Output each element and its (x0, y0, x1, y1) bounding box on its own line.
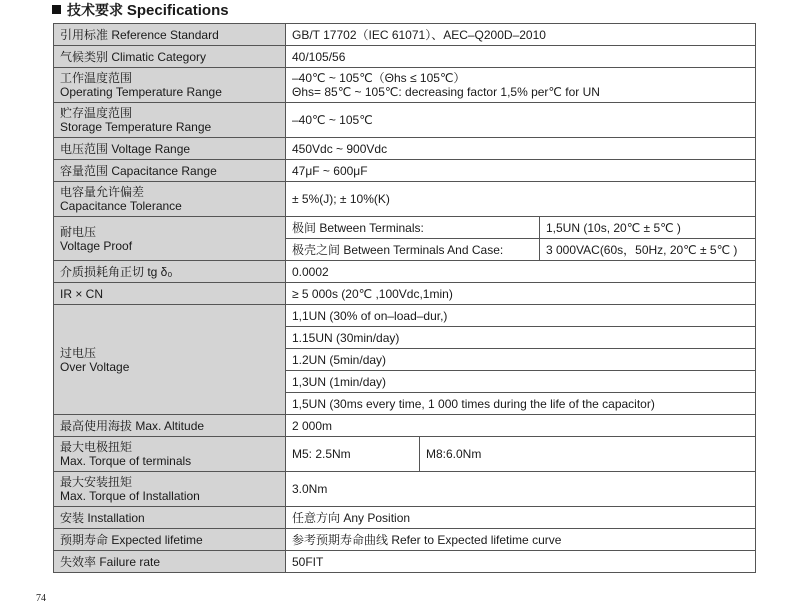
label-zh: 最大电极扭矩 (60, 440, 133, 454)
row-label: 预期寿命 Expected lifetime (54, 529, 286, 551)
over-voltage-value: 1,1UN (30% of on–load–dur,) (286, 305, 756, 327)
row-label (54, 305, 286, 415)
label-zh: 贮存温度范围 (60, 106, 133, 120)
condition-value: 1,5UN (10s, 20℃ ± 5℃ ) (540, 217, 756, 239)
row-value: 任意方向 Any Position (286, 507, 756, 529)
label-en: Operating Temperature Range (60, 85, 222, 99)
heading-zh: 技术要求 (67, 2, 123, 18)
label-en: Capacitance Tolerance (60, 199, 182, 213)
row-value: 0.0002 (286, 261, 756, 283)
table-row (54, 283, 756, 305)
row-label (54, 437, 286, 472)
table-row (54, 160, 756, 182)
row-label: 电压范围 Voltage Range (54, 138, 286, 160)
row-label: 安装 Installation (54, 507, 286, 529)
value-line: –40℃ ~ 105℃（Θhs ≤ 105℃） (292, 71, 466, 85)
label-en: Storage Temperature Range (60, 120, 212, 134)
row-value: 40/105/56 (286, 46, 756, 68)
value-line: Θhs= 85℃ ~ 105℃: decreasing factor 1,5% per℃ for UN (292, 85, 600, 99)
label-zh: 耐电压 (60, 224, 97, 239)
label-zh: 过电压 (60, 345, 97, 360)
row-value: 参考预期寿命曲线 Refer to Expected lifetime curve (286, 529, 756, 551)
row-value: 2 000m (286, 415, 756, 437)
row-label: 引用标准 Reference Standard (54, 24, 286, 46)
table-row (54, 217, 756, 239)
over-voltage-value: 1.15UN (30min/day) (286, 327, 756, 349)
condition-cell: 极间 Between Terminals: (286, 217, 540, 239)
table-row (54, 507, 756, 529)
section-heading (52, 0, 229, 20)
row-label (54, 472, 286, 507)
table-row (54, 472, 756, 507)
table-row (54, 305, 756, 327)
label-en: Max. Torque of terminals (60, 454, 192, 468)
row-value: M5: 2.5Nm (286, 437, 420, 472)
table-row (54, 103, 756, 138)
table-row (54, 551, 756, 573)
square-bullet-icon (52, 5, 61, 14)
condition-cell: 极壳之间 Between Terminals And Case: (286, 239, 540, 261)
label-zh: 最大安装扭矩 (60, 475, 133, 489)
label-en: Max. Torque of Installation (60, 489, 200, 503)
row-label: 容量范围 Capacitance Range (54, 160, 286, 182)
table-row (54, 415, 756, 437)
row-label: 最高使用海拔 Max. Altitude (54, 415, 286, 437)
table-row (54, 437, 756, 472)
table-row (54, 261, 756, 283)
condition-value: 3 000VAC(60s，50Hz, 20℃ ± 5℃ ) (540, 239, 756, 261)
specifications-table (53, 23, 756, 573)
row-value: –40℃ ~ 105℃ (286, 103, 756, 138)
row-label (54, 182, 286, 217)
row-value: ≥ 5 000s (20℃ ,100Vdc,1min) (286, 283, 756, 305)
row-value: 450Vdc ~ 900Vdc (286, 138, 756, 160)
table-row (54, 68, 756, 103)
table-row (54, 46, 756, 68)
page-number: 74 (36, 593, 46, 604)
row-value: GB/T 17702（IEC 61071）、AEC–Q200D–2010 (286, 24, 756, 46)
row-label (54, 68, 286, 103)
table-row (54, 138, 756, 160)
table-row (54, 182, 756, 217)
row-value: 3.0Nm (286, 472, 756, 507)
row-label: 气候类别 Climatic Category (54, 46, 286, 68)
over-voltage-value: 1,5UN (30ms every time, 1 000 times during the life of the capacitor) (286, 393, 756, 415)
row-value (286, 68, 756, 103)
label-zh: 工作温度范围 (60, 71, 133, 85)
row-label (54, 103, 286, 138)
row-value: M8:6.0Nm (420, 437, 756, 472)
row-label: 介质损耗角正切 tg δ₀ (54, 261, 286, 283)
over-voltage-value: 1.2UN (5min/day) (286, 349, 756, 371)
row-label (54, 217, 286, 261)
over-voltage-value: 1,3UN (1min/day) (286, 371, 756, 393)
label-en: Over Voltage (60, 359, 130, 374)
row-label: 失效率 Failure rate (54, 551, 286, 573)
label-zh: 电容量允许偏差 (60, 185, 145, 199)
row-value: 47μF ~ 600μF (286, 160, 756, 182)
table-row (54, 24, 756, 46)
row-label: IR × CN (54, 283, 286, 305)
row-value: ± 5%(J); ± 10%(K) (286, 182, 756, 217)
label-en: Voltage Proof (60, 238, 133, 253)
row-value: 50FIT (286, 551, 756, 573)
table-row (54, 529, 756, 551)
heading-en: Specifications (126, 2, 229, 19)
